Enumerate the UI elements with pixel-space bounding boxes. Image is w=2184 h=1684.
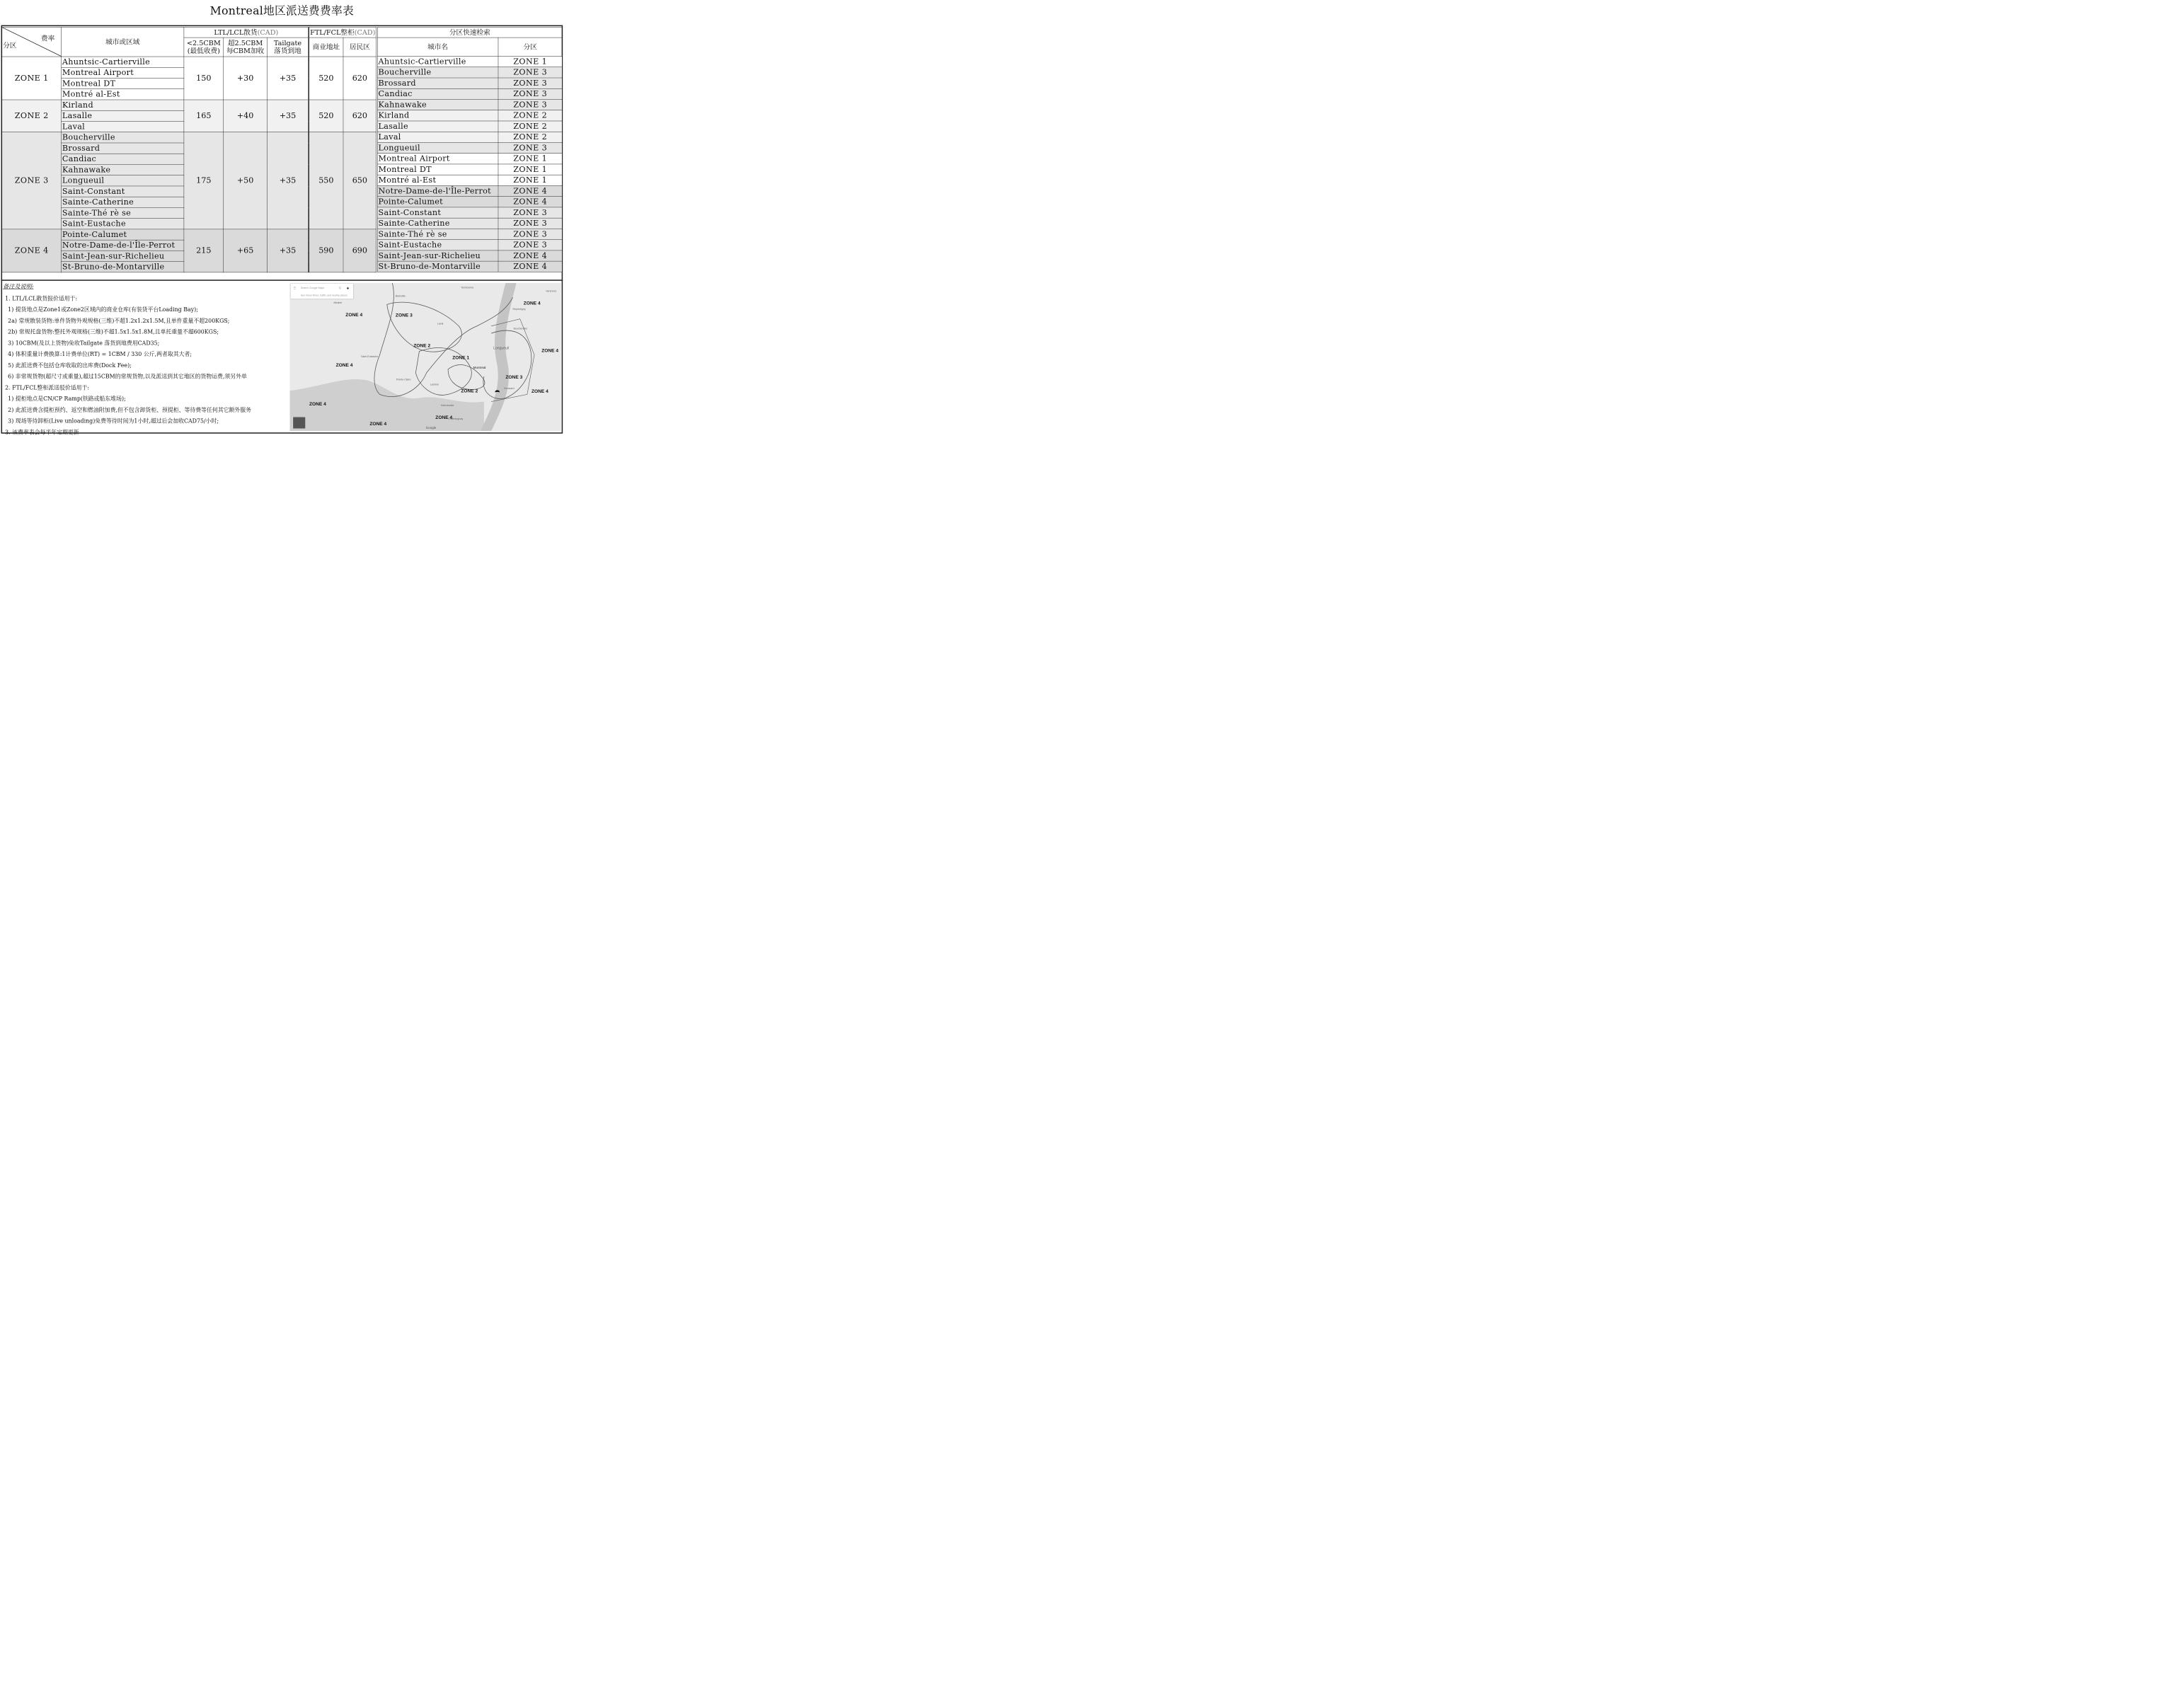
city-cell: Boucherville xyxy=(62,132,184,143)
min-fee: 165 xyxy=(184,100,224,132)
map-place: Kahnawake xyxy=(440,404,454,408)
map-place: Longueuil xyxy=(493,346,510,350)
tail-line1: Tailgate xyxy=(273,39,302,47)
lookup-city: Saint-Constant xyxy=(377,207,498,218)
lookup-city: Sainte-Catherine xyxy=(377,218,498,229)
commercial-fee: 520 xyxy=(309,100,343,132)
map-zone-label: ZONE 3 xyxy=(395,312,413,318)
satellite-toggle[interactable] xyxy=(293,417,306,429)
header-extra xyxy=(224,38,267,57)
city-cell: Brossard xyxy=(62,143,184,154)
zone-cell: ZONE 1 xyxy=(2,57,62,100)
extra-line2: 每CBM加收 xyxy=(226,47,265,55)
commercial-fee: 550 xyxy=(309,132,343,229)
min-fee: 215 xyxy=(184,229,224,272)
commercial-fee: 590 xyxy=(309,229,343,272)
lookup-zone: ZONE 3 xyxy=(498,88,562,99)
section-divider xyxy=(1,279,563,281)
lookup-row xyxy=(377,78,562,88)
lookup-row xyxy=(377,57,562,67)
lookup-city: Pointe-Calumet xyxy=(377,197,498,207)
lookup-city: Candiac xyxy=(377,88,498,99)
residential-fee: 690 xyxy=(343,229,377,272)
lookup-row xyxy=(377,121,562,132)
lookup-table xyxy=(377,27,563,272)
rate-table xyxy=(2,27,377,272)
city-cell: Pointe-Calumet xyxy=(62,229,184,240)
lookup-city: Montreal Airport xyxy=(377,154,498,164)
lookup-zone: ZONE 3 xyxy=(498,99,562,110)
lookup-row xyxy=(377,132,562,142)
note-line: 3) 10CBM(及以上货物)免收Tailgate 落货到地费用CAD35; xyxy=(8,340,160,347)
lookup-row xyxy=(377,142,562,153)
lookup-row xyxy=(377,240,562,250)
map-place: Lachine xyxy=(430,383,439,386)
commercial-fee: 520 xyxy=(309,57,343,100)
extra-fee: +30 xyxy=(224,57,267,100)
city-cell: Sainte-Thé rè se xyxy=(62,207,184,218)
city-cell: Kirland xyxy=(62,100,184,110)
lookup-row xyxy=(377,185,562,196)
min-line2: (最低收费) xyxy=(187,47,220,55)
map-zone-label: ZONE 4 xyxy=(309,401,326,407)
map-place: Mirabel xyxy=(333,301,343,304)
zone-cell: ZONE 4 xyxy=(2,229,62,272)
city-cell: Montreal DT xyxy=(62,79,184,89)
lookup-city: Brossard xyxy=(377,78,498,88)
residential-fee: 620 xyxy=(343,100,377,132)
lookup-city: Montré al-Est xyxy=(377,175,498,185)
lookup-row xyxy=(377,229,562,239)
map-search-input[interactable]: Search Google Maps xyxy=(300,287,325,290)
lookup-row xyxy=(377,175,562,185)
lookup-zone: ZONE 4 xyxy=(498,185,562,196)
note-line: 1) 提柜地点是CN/CP Ramp(铁路或船东堆场); xyxy=(8,395,126,403)
lookup-zone: ZONE 3 xyxy=(498,67,562,78)
lookup-city: Saint-Eustache xyxy=(377,240,498,250)
lookup-zone: ZONE 2 xyxy=(498,110,562,121)
lookup-zone: ZONE 1 xyxy=(498,164,562,175)
lookup-zone: ZONE 3 xyxy=(498,78,562,88)
google-logo: Google xyxy=(425,426,437,430)
city-cell: Saint-Jean-sur-Richelieu xyxy=(62,250,184,261)
lookup-row xyxy=(377,67,562,78)
tailgate-fee: +35 xyxy=(267,100,309,132)
ftl-unit: (CAD) xyxy=(354,28,376,37)
extra-fee: +50 xyxy=(224,132,267,229)
note-line: 1) 提货地点是Zone1或Zone2区域内的商业仓库(有装货平台Loading Bay); xyxy=(8,306,198,313)
tailgate-fee: +35 xyxy=(267,57,309,100)
zone-cell: ZONE 3 xyxy=(2,132,62,229)
map-zone-label: ZONE 4 xyxy=(541,347,559,353)
page-title: Montreal地区派送费费率表 xyxy=(209,4,355,18)
note-line: 3) 现场等待卸柜(Live unloading)免费等待时间为1小时,超过后会加收CAD75/小时; xyxy=(8,417,219,425)
lookup-row xyxy=(377,197,562,207)
map-place: Châteauguay xyxy=(448,417,464,420)
map-zone-label: ZONE 2 xyxy=(413,342,431,348)
map-search-box[interactable] xyxy=(291,284,353,299)
lookup-city: Saint-Jean-sur-Richelieu xyxy=(377,250,498,261)
city-cell: Montreal Airport xyxy=(62,67,184,78)
corner-zone-label: 分区 xyxy=(3,41,17,50)
map-zone-label: ZONE 3 xyxy=(505,374,523,380)
lookup-city: Kahnawake xyxy=(377,99,498,110)
corner-rate-label: 费率 xyxy=(40,34,55,42)
note-line: 2) 此派送费含提柜预约、返空和燃油附加费,但不包含卸货柜、预提柜、等待费等任何其它额外服务 xyxy=(8,406,252,413)
header-min xyxy=(184,38,224,57)
city-cell: Candiac xyxy=(62,154,184,164)
map-zone-label: ZONE 1 xyxy=(452,354,470,361)
lookup-header-city: 城市名 xyxy=(377,38,498,56)
note-line: 2a) 常规散装货物:单件货物外观规格(三维)不超1.2x1.2x1.5M,且单件重量不超200KGS; xyxy=(8,317,230,324)
note-line: 3. 该费率表会每半年定期更新 xyxy=(5,429,79,436)
map-zone-label: ZONE 4 xyxy=(345,312,363,318)
map-place: Laval xyxy=(437,322,444,325)
header-ftl xyxy=(309,27,377,38)
map-zone-label: ZONE 4 xyxy=(523,300,541,306)
header-city: 城市或区域 xyxy=(62,27,184,57)
lookup-header-zone: 分区 xyxy=(498,38,562,56)
map-zone-label: ZONE 4 xyxy=(531,388,548,394)
note-line: 5) 此派送费不包括仓库收取的出库费(Dock Fee); xyxy=(8,362,132,369)
ftl-title: FTL/FCL整柜 xyxy=(310,28,355,37)
lookup-city: Laval xyxy=(377,132,498,142)
min-line1: <2.5CBM xyxy=(186,39,221,47)
header-tailgate xyxy=(267,38,309,57)
map-graphic xyxy=(290,283,561,431)
lookup-zone: ZONE 1 xyxy=(498,154,562,164)
residential-fee: 620 xyxy=(343,57,377,100)
lookup-zone: ZONE 3 xyxy=(498,142,562,153)
map-zone-label: ZONE 4 xyxy=(335,362,353,368)
menu-icon[interactable]: ☰ xyxy=(293,286,297,290)
lookup-zone: ZONE 4 xyxy=(498,261,562,272)
map-zone-label: ZONE 4 xyxy=(369,420,387,427)
lookup-zone: ZONE 1 xyxy=(498,175,562,185)
map-place: Pointe-Claire xyxy=(396,379,411,381)
lookup-city: Lasalle xyxy=(377,121,498,132)
extra-fee: +40 xyxy=(224,100,267,132)
lookup-zone: ZONE 2 xyxy=(498,121,562,132)
city-cell: Montré al-Est xyxy=(62,89,184,100)
extra-fee: +65 xyxy=(224,229,267,272)
lookup-city: Notre-Dame-de-l'Île-Perrot xyxy=(377,185,498,196)
lookup-city: Montreal DT xyxy=(377,164,498,175)
lookup-zone: ZONE 3 xyxy=(498,218,562,229)
map-place: Blainville xyxy=(395,295,406,298)
lookup-city: Kirland xyxy=(377,110,498,121)
lookup-zone: ZONE 4 xyxy=(498,250,562,261)
note-line: 6) 非常规货物(超尺寸或重量),超过15CBM的常规货物,以及派送到其它地区的货物运费,须另外单 xyxy=(8,373,247,380)
tail-line2: 落货到地 xyxy=(274,47,301,55)
lookup-city: St-Bruno-de-Montarville xyxy=(377,261,498,272)
header-residential: 居民区 xyxy=(343,38,377,57)
map-search-hint: See travel times, traffic and nearby places xyxy=(300,294,347,297)
map-place: Terrebonne xyxy=(461,286,474,289)
lookup-city: Boucherville xyxy=(377,67,498,78)
city-cell: Saint-Constant xyxy=(62,186,184,197)
city-cell: Notre-Dame-de-l'Île-Perrot xyxy=(62,240,184,250)
residential-fee: 650 xyxy=(343,132,377,229)
lookup-zone: ZONE 3 xyxy=(498,207,562,218)
lookup-zone: ZONE 3 xyxy=(498,229,562,239)
search-icon[interactable]: ⚲ xyxy=(338,286,341,290)
map-zone-label: ZONE 2 xyxy=(461,388,478,393)
lookup-city: Ahuntsic-Cartierville xyxy=(377,57,498,67)
lookup-row xyxy=(377,110,562,121)
ltl-unit: (CAD) xyxy=(257,28,279,37)
map-place: Boucherville xyxy=(513,327,527,330)
city-cell: Kahnawake xyxy=(62,164,184,175)
min-fee: 150 xyxy=(184,57,224,100)
city-cell: Ahuntsic-Cartierville xyxy=(62,57,184,67)
lookup-city: Longueuil xyxy=(377,142,498,153)
corner-header xyxy=(2,27,62,57)
lookup-zone: ZONE 4 xyxy=(498,197,562,207)
map-zone-label: ZONE 4 xyxy=(435,414,453,420)
lookup-row xyxy=(377,88,562,99)
notes-section xyxy=(3,283,290,438)
lookup-row xyxy=(377,154,562,164)
lookup-zone: ZONE 3 xyxy=(498,240,562,250)
lookup-row xyxy=(377,207,562,218)
map-place: Varennes xyxy=(546,290,557,293)
city-cell: Saint-Eustache xyxy=(62,219,184,229)
directions-icon[interactable]: ◆ xyxy=(346,286,350,290)
zone-map[interactable] xyxy=(290,283,561,431)
map-place: Montreal xyxy=(473,365,486,369)
min-fee: 175 xyxy=(184,132,224,229)
header-ltl xyxy=(184,27,309,38)
city-cell: Lasalle xyxy=(62,110,184,121)
lookup-row xyxy=(377,164,562,175)
city-cell: St-Bruno-de-Montarville xyxy=(62,262,184,272)
lookup-title: 分区快速检索 xyxy=(377,27,562,38)
lookup-row xyxy=(377,261,562,272)
tailgate-fee: +35 xyxy=(267,132,309,229)
note-line: 1. LTL/LCL散货报价适用于: xyxy=(5,295,78,302)
bridge-marker xyxy=(495,390,500,395)
lookup-row xyxy=(377,250,562,261)
map-place: Saint-Eustache xyxy=(361,355,379,359)
note-line: 2b) 常规托盘货物:整托外观规格(三维)不超1.5x1.5x1.8M,且单托重量不超600KGS; xyxy=(8,328,219,335)
city-cell: Laval xyxy=(62,121,184,132)
ltl-title: LTL/LCL散货 xyxy=(214,28,258,37)
note-line: 2. FTL/FCL整柜派送驳价适用于: xyxy=(5,384,89,391)
lookup-row xyxy=(377,99,562,110)
lookup-city: Sainte-Thé rè se xyxy=(377,229,498,239)
note-line: 4) 体积重量计费换算:1计费单位(RT) = 1CBM / 330 公斤,两者取其大者; xyxy=(8,350,192,358)
tailgate-fee: +35 xyxy=(267,229,309,272)
map-place: Brossard xyxy=(504,387,515,390)
map-place: Repentigny xyxy=(512,308,526,311)
zone-cell: ZONE 2 xyxy=(2,100,62,132)
city-cell: Longueuil xyxy=(62,175,184,186)
notes-title: 备注及说明: xyxy=(3,282,34,290)
city-cell: Sainte-Catherine xyxy=(62,197,184,207)
lookup-zone: ZONE 2 xyxy=(498,132,562,142)
lookup-row xyxy=(377,218,562,229)
header-commercial: 商业地址 xyxy=(309,38,343,57)
lookup-zone: ZONE 1 xyxy=(498,57,562,67)
extra-line1: 超2.5CBM xyxy=(227,39,263,47)
